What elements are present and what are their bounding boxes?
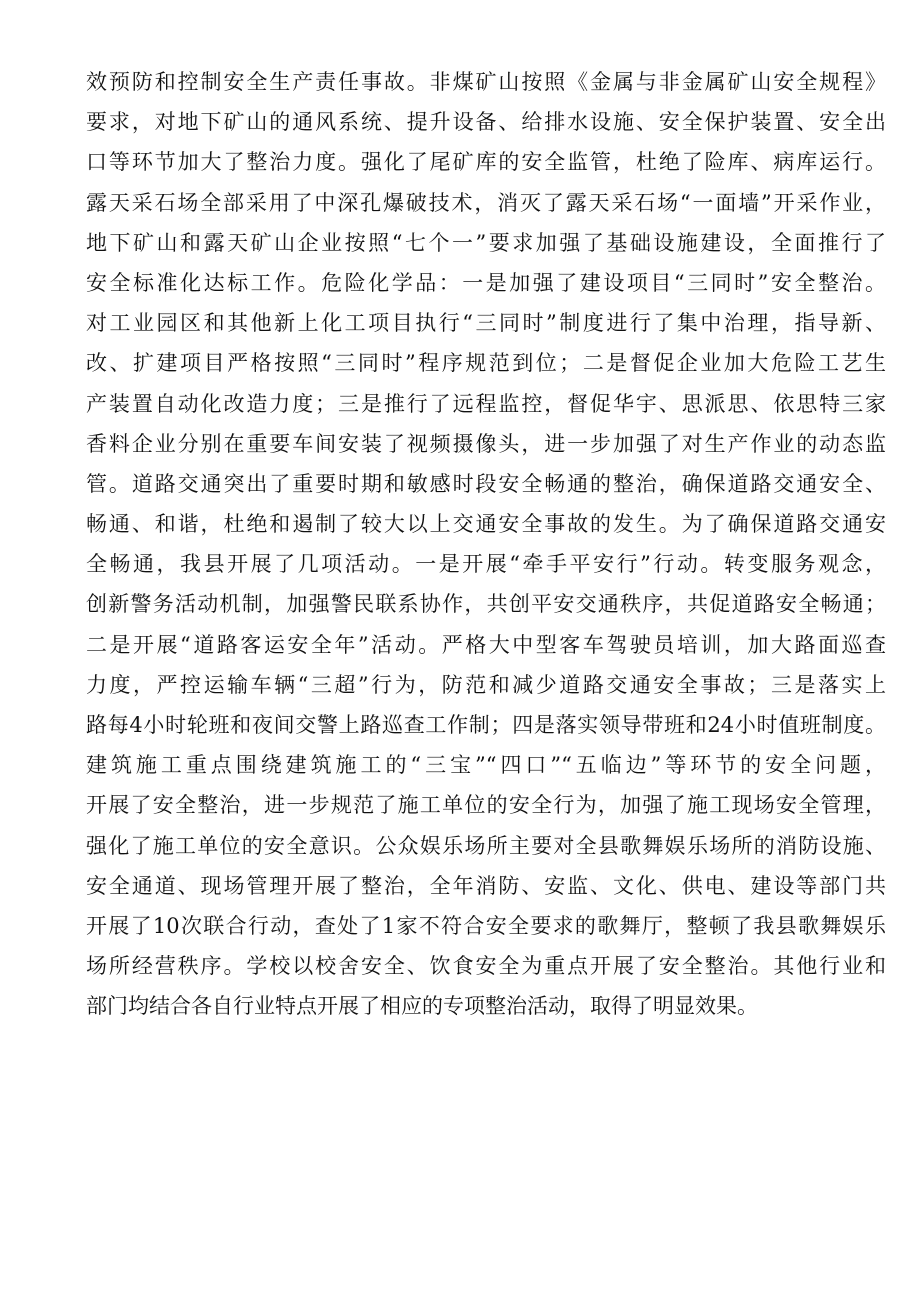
text-line: 场所经营秩序。学校以校舍安全、饮食安全为重点开展了安全整治。其他行业和 xyxy=(86,954,886,979)
text-line: 口等环节加大了整治力度。强化了尾矿库的安全监管，杜绝了险库、病库运行。 xyxy=(86,150,886,175)
text-line: 安全标准化达标工作。危险化学品：一是加强了建设项目“三同时”安全整治。 xyxy=(86,270,886,295)
text-line: 畅通、和谐，杜绝和遏制了较大以上交通安全事故的发生。为了确保道路交通安 xyxy=(86,512,886,537)
text-line: 开展了安全整治，进一步规范了施工单位的安全行为，加强了施工现场安全管理， xyxy=(86,793,886,818)
text-line: 路每4小时轮班和夜间交警上路巡查工作制；四是落实领导带班和24小时值班制度。 xyxy=(86,713,886,737)
text-line: 管。道路交通突出了重要时期和敏感时段安全畅通的整治，确保道路交通安全、 xyxy=(86,471,886,496)
text-line: 对工业园区和其他新上化工项目执行“三同时”制度进行了集中治理，指导新、 xyxy=(86,311,886,336)
text-line: 部门均结合各自行业特点开展了相应的专项整治活动，取得了明显效果。 xyxy=(86,994,758,1019)
text-line: 香料企业分别在重要车间安装了视频摄像头，进一步加强了对生产作业的动态监 xyxy=(86,431,886,456)
text-line: 二是开展“道路客运安全年”活动。严格大中型客车驾驶员培训，加大路面巡查 xyxy=(86,632,886,657)
text-line: 改、扩建项目严格按照“三同时”程序规范到位；二是督促企业加大危险工艺生 xyxy=(86,351,886,376)
text-line: 地下矿山和露天矿山企业按照“七个一”要求加强了基础设施建设，全面推行了 xyxy=(86,230,886,255)
text-line: 建筑施工重点围绕建筑施工的“三宝”“四口”“五临边”等环节的安全问题， xyxy=(86,753,886,778)
text-line: 要求，对地下矿山的通风系统、提升设备、给排水设施、安全保护装置、安全出 xyxy=(86,110,886,135)
text-line: 开展了10次联合行动，查处了1家不符合安全要求的歌舞厅，整顿了我县歌舞娱乐 xyxy=(86,913,886,938)
text-line: 产装置自动化改造力度；三是推行了远程监控，督促华宇、思派思、依思特三家 xyxy=(86,391,886,416)
text-line: 全畅通，我县开展了几项活动。一是开展“牵手平安行”行动。转变服务观念， xyxy=(86,552,886,577)
text-line: 创新警务活动机制，加强警民联系协作，共创平安交通秩序，共促道路安全畅通； xyxy=(86,592,886,617)
text-line: 露天采石场全部采用了中深孔爆破技术，消灭了露天采石场“一面墙”开采作业， xyxy=(86,190,886,215)
text-line: 强化了施工单位的安全意识。公众娱乐场所主要对全县歌舞娱乐场所的消防设施、 xyxy=(86,833,886,858)
text-line: 效预防和控制安全生产责任事故。非煤矿山按照《金属与非金属矿山安全规程》 xyxy=(86,70,886,94)
text-line: 安全通道、现场管理开展了整治，全年消防、安监、文化、供电、建设等部门共 xyxy=(86,873,886,898)
body-paragraph xyxy=(86,62,886,1027)
text-line: 力度，严控运输车辆“三超”行为，防范和减少道路交通安全事故；三是落实上 xyxy=(86,672,886,697)
